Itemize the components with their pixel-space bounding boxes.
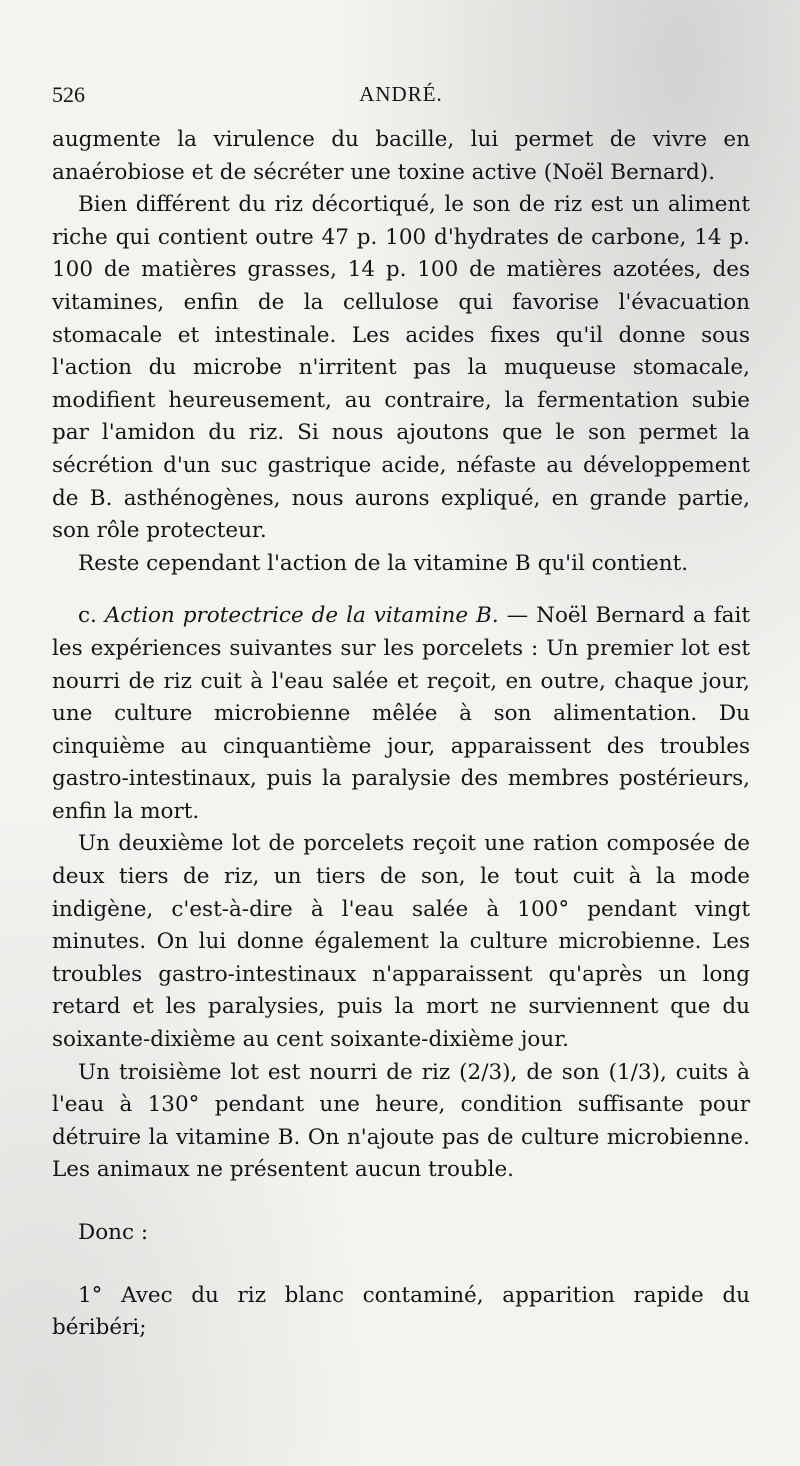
section-c-title: Action protectrice de la vitamine B.: [104, 603, 499, 629]
donc-heading: Donc :: [78, 1220, 149, 1245]
conclusion-item-1: 1° Avec du riz blanc contaminé, apparition rapide du béribéri;: [52, 1282, 750, 1341]
paragraph-deuxieme-lot: Un deuxième lot de porcelets reçoit une ration composée de deux tiers de riz, un tiers de son, le tout cuit à la mode indigène, c'est-à-dire à l'eau salée à 100° pendant vingt minutes. On lui donne également la culture microbienne. Les troubles gastro-intestinaux n'apparaissent qu'après un long retard et les paralysies, puis la mort ne surviennent que du soixante-dixième au cent soixante-dixième jour.: [52, 831, 750, 1053]
page-header: [52, 82, 750, 112]
paragraph-vitamine: Reste cependant l'action de la vitamine B qu'il contient.: [78, 550, 689, 576]
body-text: [52, 124, 750, 1345]
section-c-text: — Noël Bernard a fait les expériences suivantes sur les porcelets : Un premier lot est nourri de riz cuit à l'eau salée et reçoit, en outre, chaque jour, une culture microbienne mêlée à son alimentation. Du cinquième au cinquantième jour, apparaissent des troubles gastro-intestinaux, puis la paralysie des membres postérieurs, enfin la mort.: [52, 603, 751, 824]
paragraph-troisieme-lot: Un troisième lot est nourri de riz (2/3), de son (1/3), cuits à l'eau à 130° pendant une heure, condition suffisante pour détruire la vitamine B. On n'ajoute pas de culture microbienne. Les animaux ne présentent aucun trouble.: [52, 1059, 750, 1183]
paragraph-son-de-riz: Bien différent du riz décortiqué, le son de riz est un aliment riche qui contient outre 47 p. 100 d'hydrates de carbone, 14 p. 100 de matières grasses, 14 p. 100 de matières azotées, des vitamines, enfin de la cellulose qui favorise l'évacuation stomacale et intestinale. Les acides fixes qu'il donne sous l'action du microbe n'irritent pas la muqueuse stomacale, modifient heureusement, au contraire, la fermentation subie par l'amidon du riz. Si nous ajoutons que le son permet la sécrétion d'un suc gastrique acide, néfaste au développement de B. asthénogènes, nous aurons expliqué, en grande partie, son rôle protecteur.: [52, 192, 750, 544]
section-c-label: c.: [78, 603, 97, 629]
section-c-paragraph: [52, 600, 750, 828]
paragraph-continuation: augmente la virulence du bacille, lui permet de vivre en anaérobiose et de sécréter une toxine active (Noël Bernard).: [52, 127, 750, 185]
running-head: ANDRÉ.: [359, 82, 443, 106]
page-number: 526: [52, 82, 85, 107]
